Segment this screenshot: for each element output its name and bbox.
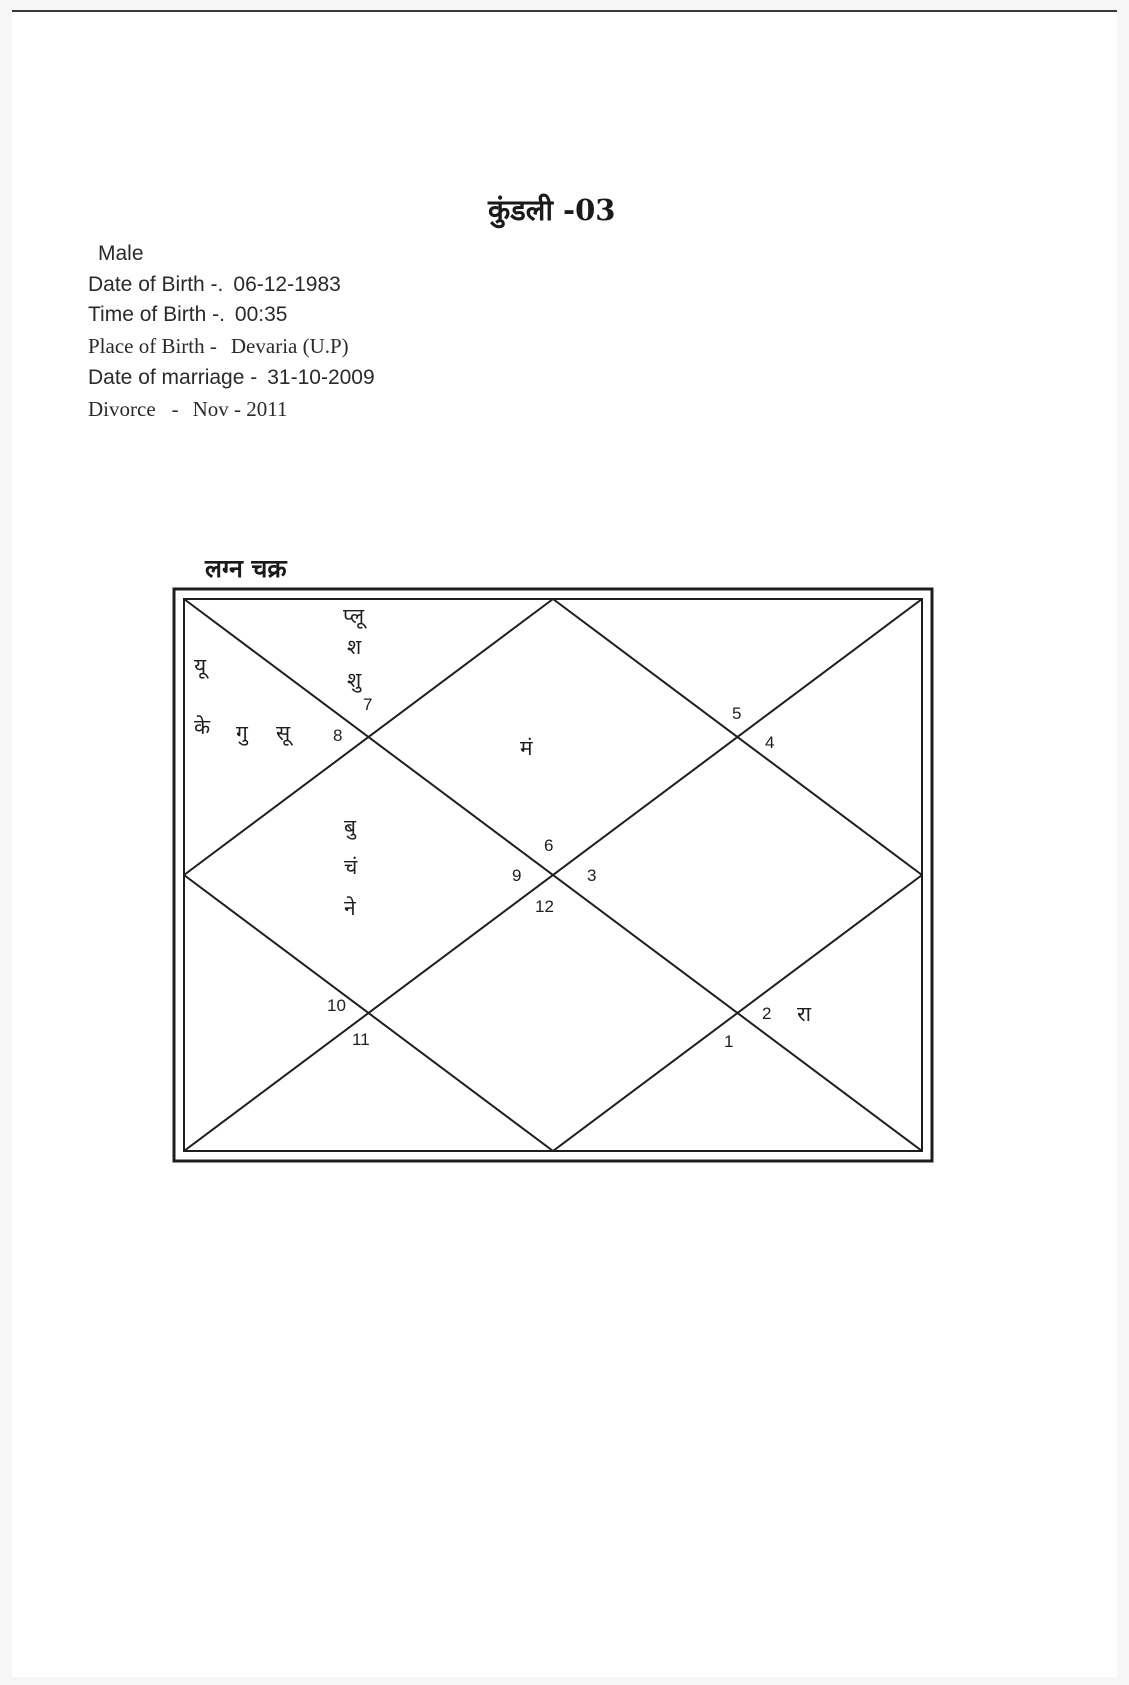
house-number-3: 3 [587, 866, 597, 885]
place-of-birth-row [88, 334, 349, 359]
place-of-birth-label: Place of Birth - [88, 334, 217, 358]
house-number-11: 11 [352, 1030, 370, 1049]
planet-uranus: यू [194, 654, 207, 678]
planet-neptune: ने [344, 896, 356, 920]
house-number-7: 7 [363, 695, 373, 714]
planet-ketu: के [194, 715, 211, 739]
date-of-birth-label: Date of Birth -. [88, 273, 224, 296]
house-number-5: 5 [732, 704, 742, 723]
lagna-chart-title: लग्न चक्र [205, 554, 287, 583]
time-of-birth-label: Time of Birth -. [88, 303, 225, 326]
date-of-marriage-label: Date of marriage - [88, 366, 258, 389]
planet-shukra: शु [347, 668, 362, 692]
page-title: कुंडली -03 [488, 193, 616, 227]
house-number-12: 12 [535, 897, 554, 916]
house-number-8: 8 [333, 726, 343, 745]
place-of-birth-value: Devaria (U.P) [230, 334, 349, 358]
planet-mangal: मं [520, 736, 533, 760]
house-number-2: 2 [762, 1004, 772, 1023]
planet-guru: गु [236, 721, 248, 745]
date-of-marriage-row [88, 366, 375, 390]
planet-budh: बु [344, 815, 356, 839]
divorce-label: Divorce [88, 397, 156, 421]
house-number-4: 4 [765, 733, 775, 752]
house-number-10: 10 [327, 996, 346, 1015]
divorce-row [88, 397, 288, 422]
house-number-9: 9 [512, 866, 522, 885]
divorce-separator: - [171, 397, 179, 421]
house-number-1: 1 [724, 1032, 734, 1051]
house-number-6: 6 [544, 836, 554, 855]
date-of-birth-row [88, 273, 341, 297]
document-page [12, 10, 1117, 1677]
gender-text: Male [98, 242, 144, 265]
date-of-birth-value: 06-12-1983 [233, 273, 341, 296]
time-of-birth-value: 00:35 [234, 303, 288, 326]
planet-chandra: चं [344, 855, 358, 879]
time-of-birth-row [88, 303, 287, 327]
planet-surya: सू [276, 721, 291, 745]
planet-shani: श [347, 635, 362, 659]
divorce-value: Nov - 2011 [192, 397, 288, 421]
date-of-marriage-value: 31-10-2009 [267, 366, 375, 389]
planet-pluto: प्लू [343, 604, 365, 628]
planet-rahu: रा [797, 1002, 812, 1026]
